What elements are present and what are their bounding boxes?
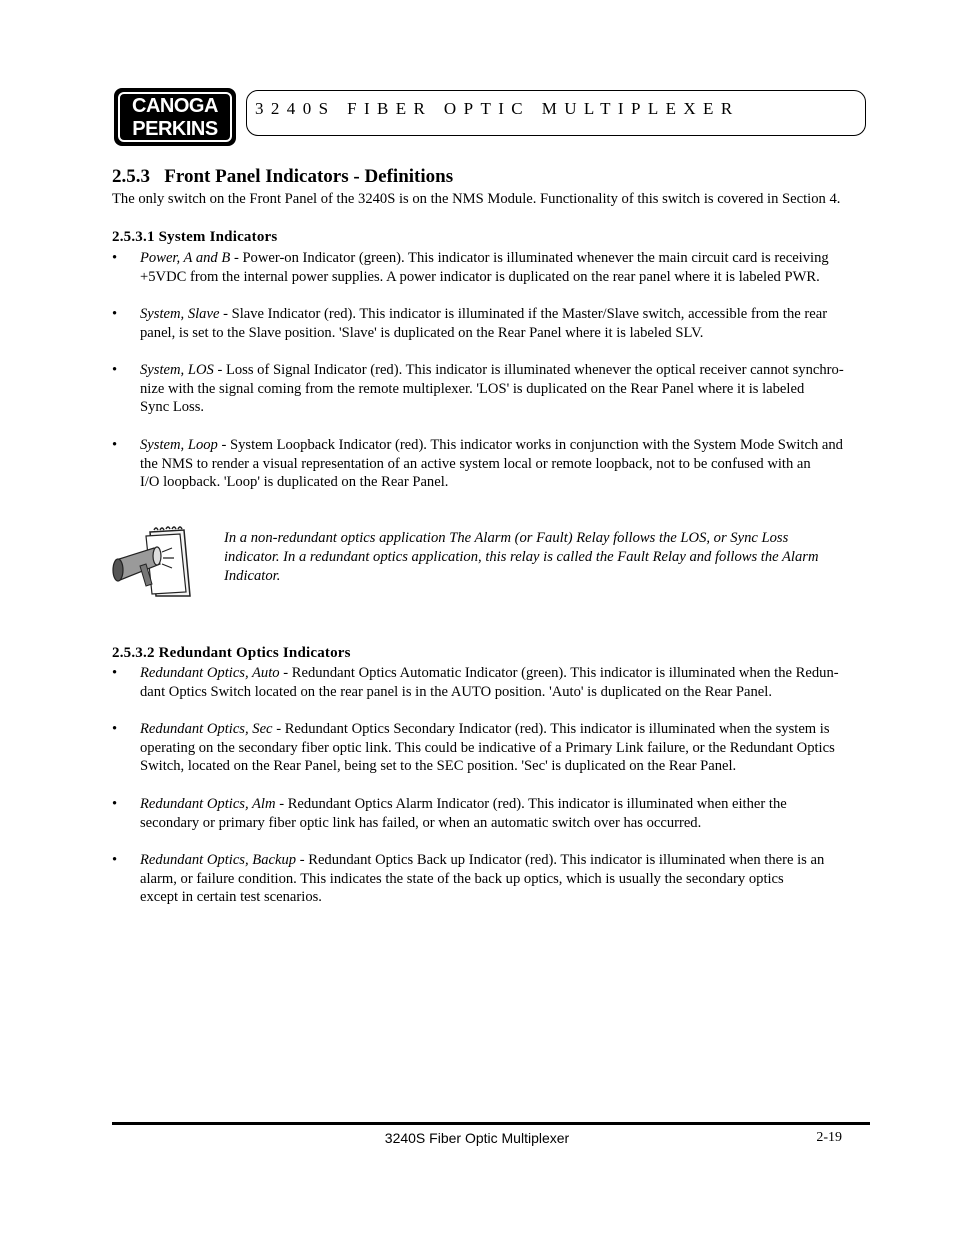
system-indicators-heading: 2.5.3.1 System Indicators <box>112 229 278 245</box>
note-line: indicator. In a redundant optics application, this relay is called the Fault Relay and follows the Alarm <box>224 549 819 565</box>
notepad-megaphone-icon <box>110 526 194 598</box>
item-text: - Redundant Optics Back up Indicator (red). This indicator is illuminated when there is an <box>299 852 825 868</box>
canoga-perkins-logo <box>114 88 236 146</box>
note-text <box>224 529 872 586</box>
item-term: Power, A and B <box>140 250 231 266</box>
item-text: - Loss of Signal Indicator (red). This indicator is illuminated whenever the optical receiver cannot synchro- <box>217 362 844 378</box>
section-intro: The only switch on the Front Panel of the 3240S is on the NMS Module. Functionality of this switch is covered in Section 4. <box>112 191 841 207</box>
item-text: - Redundant Optics Automatic Indicator (green). This indicator is illuminated when the Redun- <box>283 665 839 681</box>
item-term: System, Loop <box>140 437 218 453</box>
item-text: - Redundant Optics Alarm Indicator (red). This indicator is illuminated when either the <box>279 796 787 812</box>
bullet: • <box>112 796 118 812</box>
bullet: • <box>112 250 118 266</box>
logo-frame <box>118 92 232 142</box>
item-text: operating on the secondary fiber optic link. This could be indicative of a Primary Link failure, or the Redundant Optics <box>140 739 835 756</box>
item-text: dant Optics Switch located on the rear panel is in the AUTO position. 'Auto' is duplicated on the Rear Panel. <box>140 683 772 700</box>
header-title-box <box>246 90 866 136</box>
bullet: • <box>112 306 118 322</box>
item-text: secondary or primary fiber optic link has failed, or when an automatic switch over has occurred. <box>140 814 702 831</box>
redundant-optics-heading: 2.5.3.2 Redundant Optics Indicators <box>112 645 351 661</box>
logo-text-line2: PERKINS <box>132 118 218 140</box>
footer-divider <box>112 1122 870 1125</box>
item-text: the NMS to render a visual representation of an active system local or remote loopback, not to be confused with an <box>140 455 811 472</box>
item-text: - Slave Indicator (red). This indicator is illuminated if the Master/Slave switch, accessible from the rear <box>223 306 828 322</box>
item-text: panel, is set to the Slave position. 'Slave' is duplicated on the Rear Panel where it is labeled SLV. <box>140 324 704 341</box>
item-text: alarm, or failure condition. This indicates the state of the back up optics, which is usually the secondary optics <box>140 870 784 887</box>
item-text: Sync Loss. <box>140 399 205 416</box>
item-text: - System Loopback Indicator (red). This indicator works in conjunction with the System Mode Switch and <box>221 437 843 453</box>
item-text: - Power-on Indicator (green). This indicator is illuminated whenever the main circuit card is receiving <box>233 250 829 266</box>
item-term: Redundant Optics, Alm <box>140 796 276 812</box>
item-text: nize with the signal coming from the remote multiplexer. 'LOS' is duplicated on the Rear Panel where it is labeled <box>140 380 805 397</box>
footer-title: 3240S Fiber Optic Multiplexer <box>384 1130 570 1146</box>
item-term: System, LOS <box>140 362 214 378</box>
page-number: 2-19 <box>816 1130 842 1145</box>
item-term: Redundant Optics, Sec <box>140 721 273 737</box>
item-text: except in certain test scenarios. <box>140 889 322 906</box>
bullet: • <box>112 362 118 378</box>
bullet: • <box>112 665 118 681</box>
item-text: Switch, located on the Rear Panel, being set to the SEC position. 'Sec' is duplicated on the Rear Panel. <box>140 758 737 775</box>
section-heading: 2.5.3 Front Panel Indicators - Definitions <box>112 166 454 187</box>
item-term: Redundant Optics, Backup <box>140 852 297 868</box>
bullet: • <box>112 852 118 868</box>
note-line: In a non-redundant optics application The Alarm (or Fault) Relay follows the LOS, or Sync Loss <box>224 530 789 546</box>
header-title: 3240S FIBER OPTIC MULTIPLEXER <box>255 99 740 118</box>
item-text: +5VDC from the internal power supplies. A power indicator is duplicated on the rear panel where it is labeled PWR. <box>140 268 820 285</box>
logo-text-line1: CANOGA <box>132 95 218 117</box>
bullet: • <box>112 721 118 737</box>
item-term: Redundant Optics, Auto <box>140 665 280 681</box>
item-text: - Redundant Optics Secondary Indicator (red). This indicator is illuminated when the system is <box>276 721 830 737</box>
item-text: I/O loopback. 'Loop' is duplicated on the Rear Panel. <box>140 474 449 491</box>
item-term: System, Slave <box>140 306 220 322</box>
note-line: Indicator. <box>224 568 281 584</box>
bullet: • <box>112 437 118 453</box>
